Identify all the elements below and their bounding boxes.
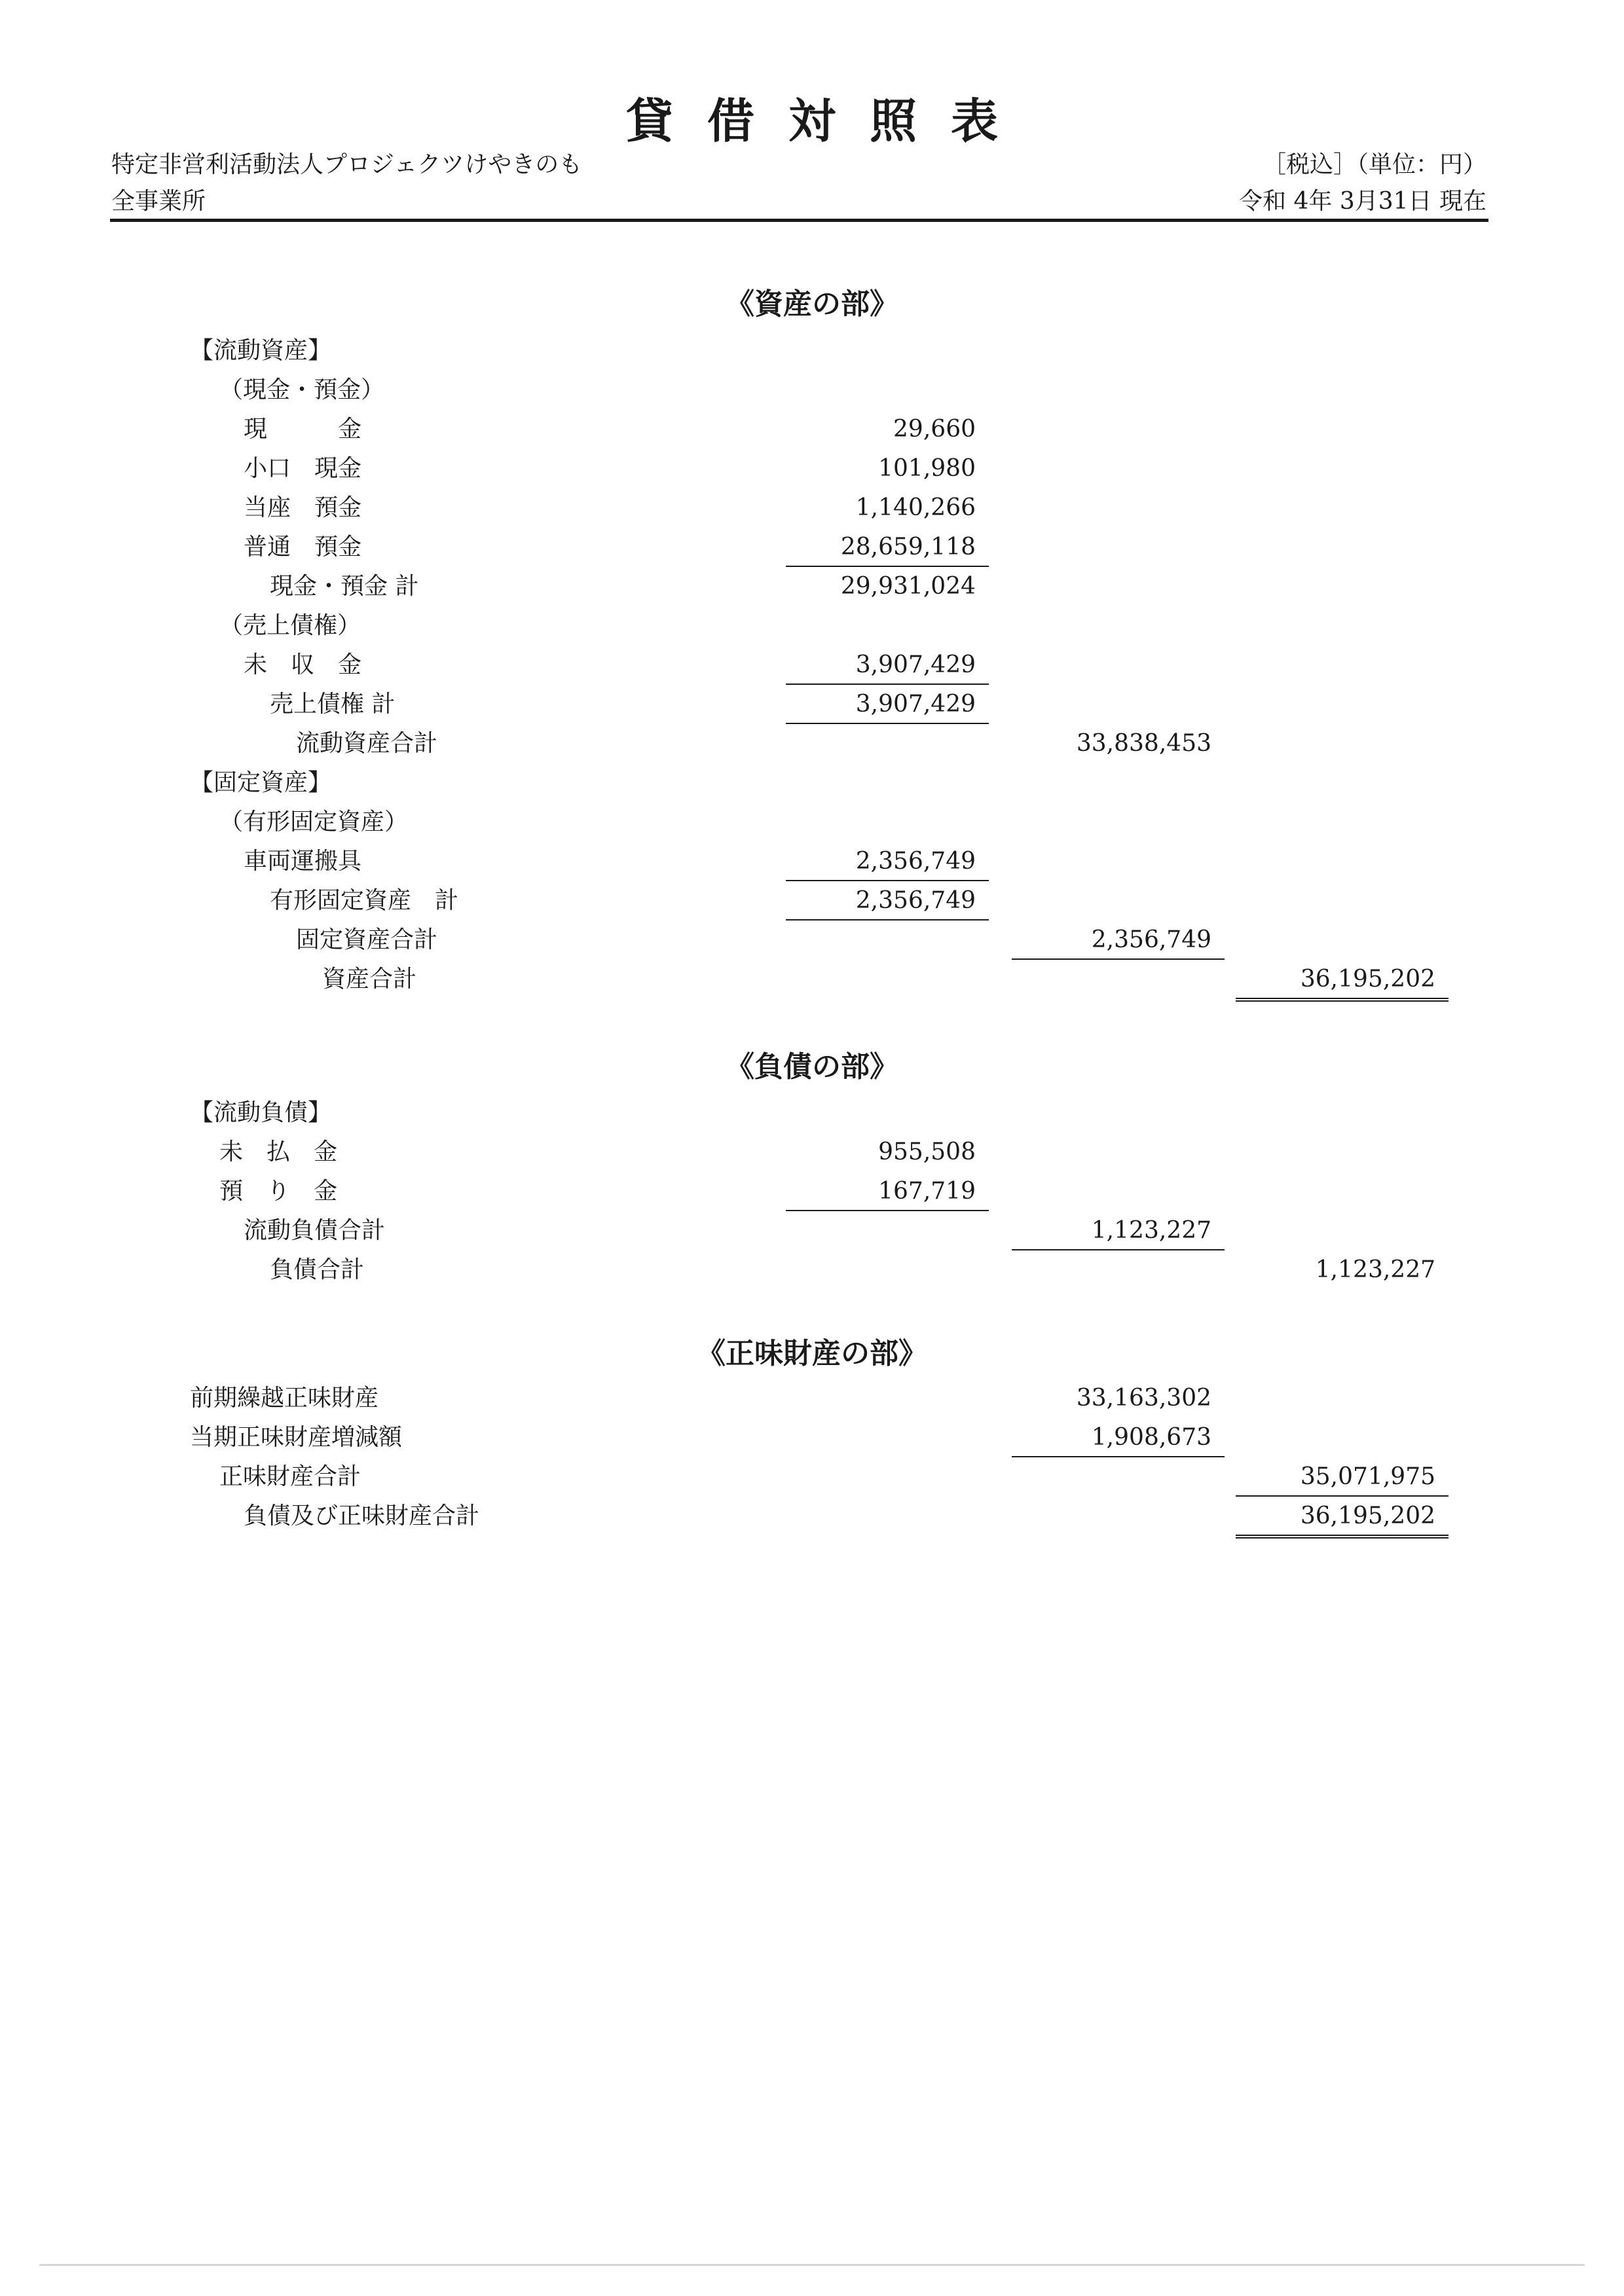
liabilities-total-value: 1,123,227 [1315,1256,1435,1283]
as-of-date: 令和 4年 3月31日 現在 [1239,188,1486,215]
tangible-heading-row [0,804,1624,843]
scope-label: 全事業所 [111,188,206,215]
petty-cash-value: 101,980 [878,455,976,482]
accounts-receivable-row [0,647,1624,686]
assets-total-row [0,961,1624,1000]
tangible-total-value: 2,356,749 [786,883,989,920]
cash-deposits-total-row [0,568,1624,608]
fixed-assets-heading: 【固定資産】 [190,769,332,796]
cash-deposits-total-value: 29,931,024 [840,573,976,600]
petty-cash-row [0,450,1624,490]
net-change-row [0,1419,1624,1459]
organization-name: 特定非営利活動法人プロジェクツけやきのも [111,151,583,178]
fixed-assets-total-row [0,922,1624,961]
vehicles-label: 車両運搬具 [244,848,362,875]
assets-section-title: 《資産の部》 [726,287,898,321]
prior-period-row [0,1380,1624,1419]
accounts-payable-value: 955,508 [878,1139,976,1165]
tax-unit-note: ［税込］（単位：円） [1262,151,1486,178]
prior-period-label: 前期繰越正味財産 [190,1385,379,1412]
liabilities-and-net-total-value: 36,195,202 [1236,1498,1449,1539]
vehicles-row [0,843,1624,883]
current-liabilities-heading: 【流動負債】 [190,1099,332,1126]
cash-deposits-heading-row [0,372,1624,411]
cash-row [0,411,1624,450]
liabilities-and-net-total-label: 負債及び正味財産合計 [244,1503,480,1529]
current-liabilities-total-row [0,1212,1624,1252]
current-assets-total-label: 流動資産合計 [296,730,438,757]
accounts-receivable-value: 3,907,429 [786,647,989,685]
net-change-label: 当期正味財産増減額 [190,1424,403,1451]
liabilities-and-net-total-row [0,1498,1624,1537]
fixed-assets-total-label: 固定資産合計 [296,926,438,953]
deposits-received-row [0,1173,1624,1212]
header-rule [110,219,1488,222]
document-title: 貸借対照表 [625,94,1032,149]
vehicles-value: 2,356,749 [786,843,989,881]
current-assets-total-value: 33,838,453 [1076,730,1211,757]
cash-deposits-total-label: 現金・預金 計 [270,573,419,600]
petty-cash-label: 小口 現金 [244,455,362,482]
net-assets-total-row [0,1459,1624,1498]
fixed-assets-heading-row [0,765,1624,804]
ordinary-deposit-label: 普通 預金 [244,534,362,560]
liabilities-total-label: 負債合計 [270,1256,365,1283]
scan-edge-line [39,2264,1585,2266]
prior-period-value: 33,163,302 [1076,1385,1211,1412]
current-liabilities-heading-row [0,1095,1624,1134]
checking-deposit-value: 1,140,266 [855,494,976,521]
current-assets-total-row [0,725,1624,765]
receivables-total-value: 3,907,429 [786,686,989,724]
cash-label: 現 金 [244,416,362,443]
receivables-total-label: 売上債権 計 [270,691,396,718]
checking-deposit-label: 当座 預金 [244,494,362,521]
current-liabilities-total-label: 流動負債合計 [244,1217,386,1244]
accounts-payable-label: 未 払 金 [219,1139,338,1165]
liabilities-total-row [0,1252,1624,1291]
net-assets-total-value: 35,071,975 [1236,1459,1449,1497]
current-assets-heading-row [0,333,1624,372]
checking-deposit-row [0,490,1624,529]
deposits-received-label: 預 り 金 [219,1178,338,1205]
deposits-received-value: 167,719 [786,1173,989,1211]
current-liabilities-total-value: 1,123,227 [1012,1212,1225,1250]
tangible-heading: （有形固定資産） [219,809,409,835]
assets-total-label: 資産合計 [322,966,417,993]
current-assets-heading: 【流動資産】 [190,337,332,364]
receivables-heading: （売上債権） [219,612,361,639]
fixed-assets-total-value: 2,356,749 [1012,922,1225,960]
liabilities-section-title: 《負債の部》 [726,1050,898,1084]
net-change-value: 1,908,673 [1012,1419,1225,1457]
receivables-heading-row [0,608,1624,647]
cash-value: 29,660 [893,416,976,443]
net-assets-section-title: 《正味財産の部》 [697,1337,927,1370]
ordinary-deposit-value: 28,659,118 [786,529,989,567]
tangible-total-label: 有形固定資産 計 [270,887,459,914]
assets-total-value: 36,195,202 [1236,961,1449,1002]
net-assets-total-label: 正味財産合計 [219,1463,361,1490]
ordinary-deposit-row [0,529,1624,568]
receivables-total-row [0,686,1624,725]
tangible-total-row [0,883,1624,922]
accounts-receivable-label: 未 収 金 [244,651,362,678]
accounts-payable-row [0,1134,1624,1173]
cash-deposits-heading: （現金・預金） [219,376,385,403]
